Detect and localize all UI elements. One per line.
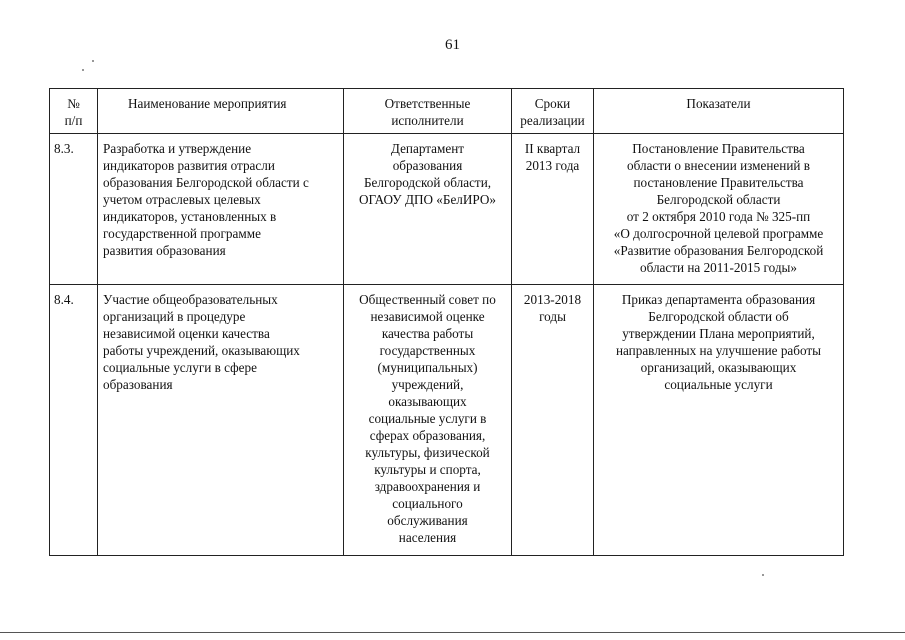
header-responsible-line: исполнители	[391, 113, 464, 128]
header-term-line: реализации	[520, 113, 585, 128]
row-term-line: годы	[539, 309, 566, 324]
scan-speck	[762, 574, 764, 576]
row-name-line: индикаторов развития отрасли	[103, 158, 275, 173]
row-responsible-line: учреждений,	[391, 377, 464, 392]
row-indicators-line: социальные услуги	[664, 377, 773, 392]
header-term	[512, 89, 594, 134]
table-header-row	[50, 89, 844, 134]
row-name-line: развития образования	[103, 243, 226, 258]
row-num: 8.3.	[50, 134, 98, 285]
row-responsible-line: оказывающих	[388, 394, 467, 409]
header-num-line: №	[67, 96, 80, 111]
row-indicators-line: Постановление Правительства	[632, 141, 805, 156]
row-indicators-line: Белгородской области об	[648, 309, 789, 324]
row-responsible-line: Департамент	[390, 141, 465, 156]
table-row	[50, 134, 844, 285]
row-name-line: Участие общеобразовательных	[103, 292, 278, 307]
row-indicators-line: организаций, оказывающих	[640, 360, 797, 375]
header-name	[98, 89, 344, 134]
header-responsible-line: Ответственные	[384, 96, 471, 111]
row-term-line: II квартал	[524, 141, 581, 156]
row-term-line: 2013 года	[525, 158, 580, 173]
row-responsible-line: ОГАОУ ДПО «БелИРО»	[358, 192, 497, 207]
row-indicators-line: области на 2011-2015 годы»	[640, 260, 797, 275]
scan-edge-line	[0, 632, 905, 633]
row-indicators-line: Белгородской области	[656, 192, 781, 207]
row-responsible-line: социальные услуги в	[368, 411, 487, 426]
row-responsible	[344, 134, 512, 285]
row-indicators-line: направленных на улучшение работы	[615, 343, 822, 358]
page-number: 61	[445, 37, 460, 53]
row-responsible-line: культуры, физической	[365, 445, 490, 460]
row-name-line: Разработка и утверждение	[103, 141, 252, 156]
header-indicators-line: Показатели	[686, 96, 751, 111]
row-name	[98, 134, 344, 285]
header-indicators	[594, 89, 844, 134]
row-responsible-line: социального	[392, 496, 463, 511]
row-indicators-line: постановление Правительства	[633, 175, 804, 190]
row-indicators-line: области о внесении изменений в	[627, 158, 810, 173]
row-responsible-line: сферах образования,	[369, 428, 486, 443]
row-name-line: социальные услуги в сфере	[103, 360, 257, 375]
row-responsible-line: культуры и спорта,	[374, 462, 481, 477]
scan-speck	[82, 69, 84, 71]
row-responsible-line: обслуживания	[387, 513, 468, 528]
row-term	[512, 134, 594, 285]
row-responsible-line: образования	[392, 158, 463, 173]
row-responsible-line: государственных	[379, 343, 476, 358]
row-responsible	[344, 285, 512, 556]
row-name-line: независимой оценки качества	[103, 326, 270, 341]
row-responsible-line: населения	[398, 530, 457, 545]
row-indicators-line: «О долгосрочной целевой программе	[613, 226, 824, 241]
header-num	[50, 89, 98, 134]
measures-table	[49, 88, 844, 556]
row-indicators	[594, 285, 844, 556]
row-responsible-line: качества работы	[381, 326, 474, 341]
row-responsible-line: независимой оценке	[370, 309, 485, 324]
row-indicators-line: «Развитие образования Белгородской	[613, 243, 824, 258]
row-indicators	[594, 134, 844, 285]
row-name	[98, 285, 344, 556]
header-responsible	[344, 89, 512, 134]
row-term-line: 2013-2018	[523, 292, 582, 307]
header-num-line: п/п	[64, 113, 83, 128]
row-indicators-line: утверждении Плана мероприятий,	[622, 326, 815, 341]
row-name-line: учетом отраслевых целевых	[103, 192, 261, 207]
header-term-line: Сроки	[534, 96, 571, 111]
row-indicators-line: от 2 октября 2010 года № 325-пп	[626, 209, 811, 224]
row-name-line: образования Белгородской области с	[103, 175, 309, 190]
row-num: 8.4.	[50, 285, 98, 556]
row-name-line: государственной программе	[103, 226, 261, 241]
scan-speck	[92, 60, 94, 62]
row-name-line: индикаторов, установленных в	[103, 209, 277, 224]
header-name-line: Наименование мероприятия	[128, 96, 287, 111]
row-name-line: образования	[103, 377, 173, 392]
row-term	[512, 285, 594, 556]
row-responsible-line: (муниципальных)	[377, 360, 478, 375]
table-row	[50, 285, 844, 556]
row-name-line: работы учреждений, оказывающих	[103, 343, 300, 358]
row-responsible-line: здравоохранения и	[374, 479, 481, 494]
row-responsible-line: Общественный совет по	[359, 292, 496, 307]
row-name-line: организаций в процедуре	[103, 309, 246, 324]
row-indicators-line: Приказ департамента образования	[621, 292, 816, 307]
row-responsible-line: Белгородской области,	[363, 175, 492, 190]
